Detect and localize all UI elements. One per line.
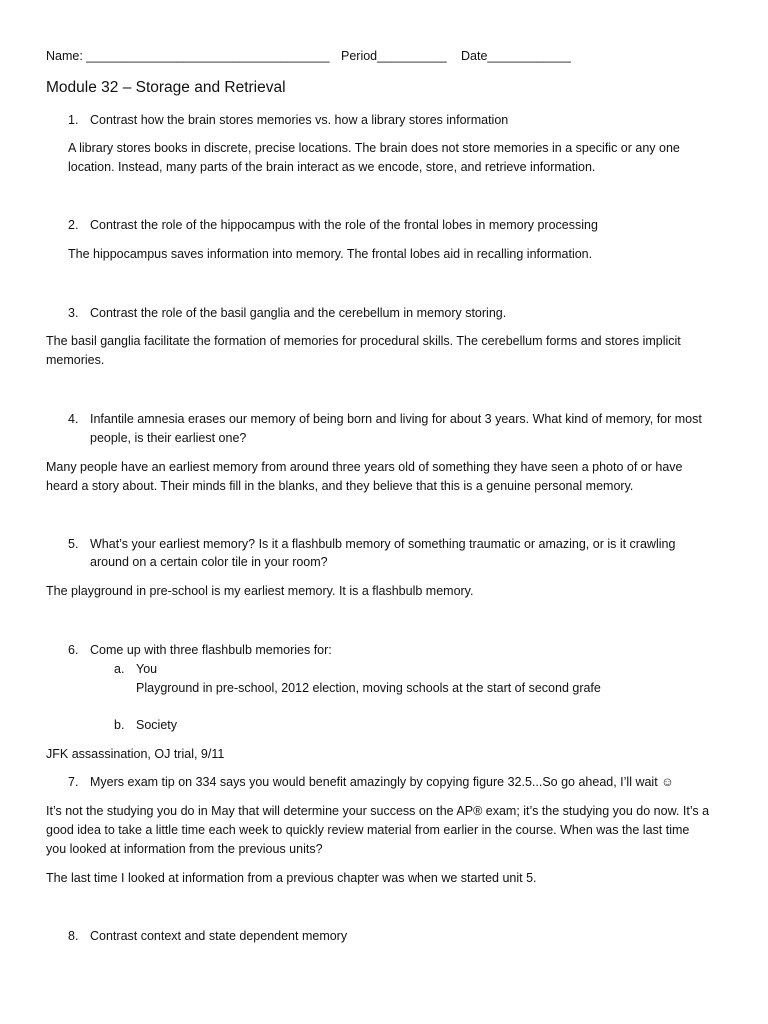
period-field-label: Period__________ <box>341 49 447 63</box>
question-7-text: Myers exam tip on 334 says you would benefit amazingly by copying figure 32.5...So go ahead, I’ll wait ☺ <box>90 775 674 789</box>
answer-4-line-1: Many people have an earliest memory from around three years old of something they have seen a photo of or have <box>46 460 683 474</box>
answer-6b: JFK assassination, OJ trial, 9/11 <box>46 747 225 761</box>
answer-2: The hippocampus saves information into memory. The frontal lobes aid in recalling information. <box>68 247 593 261</box>
question-2-number: 2. <box>68 218 79 232</box>
answer-7: The last time I looked at information from a previous chapter was when we started unit 5. <box>46 871 537 885</box>
date-field-label: Date____________ <box>461 49 571 63</box>
answer-5: The playground in pre-school is my earliest memory. It is a flashbulb memory. <box>46 584 474 598</box>
question-5-text-line-2: around on a certain color tile in your room? <box>90 555 328 569</box>
name-field-label: Name: ___________________________________ <box>46 49 330 63</box>
question-1 <box>68 111 508 129</box>
answer-4-line-2: heard a story about. Their minds fill in the blanks, and they believe that this is a genuine personal memory. <box>46 479 634 493</box>
question-1-text: Contrast how the brain stores memories vs. how a library stores information <box>90 113 509 127</box>
question-1-number: 1. <box>68 113 79 127</box>
question-8-number: 8. <box>68 929 79 943</box>
answer-3-line-1: The basil ganglia facilitate the formation of memories for procedural skills. The cerebellum forms and stores implicit <box>46 334 681 348</box>
question-4-number: 4. <box>68 412 79 426</box>
question-6a-label: a. <box>114 662 125 676</box>
question-8-text: Contrast context and state dependent memory <box>90 929 348 943</box>
question-5 <box>68 535 675 553</box>
question-6b <box>114 716 177 734</box>
answer-1-line-2: location. Instead, many parts of the brain interact as we encode, store, and retrieve information. <box>68 160 596 174</box>
exam-tip-line-3: you looked at information from the previous units? <box>46 842 323 856</box>
question-4 <box>68 410 702 428</box>
exam-tip-line-2: good idea to take a little time each week to quickly review material from earlier in the course. When was the last time <box>46 823 690 837</box>
answer-3-line-2: memories. <box>46 353 105 367</box>
question-6 <box>68 641 332 659</box>
question-2 <box>68 216 598 234</box>
answer-1-line-1: A library stores books in discrete, precise locations. The brain does not store memories in a specific or any one <box>68 141 680 155</box>
question-6b-label: b. <box>114 718 125 732</box>
question-7-number: 7. <box>68 775 79 789</box>
question-6-number: 6. <box>68 643 79 657</box>
exam-tip-line-1: It’s not the studying you do in May that will determine your success on the AP® exam; it’s the studying you do now. It’s a <box>46 804 710 818</box>
question-8 <box>68 927 347 945</box>
question-2-text: Contrast the role of the hippocampus with the role of the frontal lobes in memory processing <box>90 218 598 232</box>
question-3-text: Contrast the role of the basil ganglia and the cerebellum in memory storing. <box>90 306 507 320</box>
question-5-number: 5. <box>68 537 79 551</box>
question-3-number: 3. <box>68 306 79 320</box>
question-5-text-line-1: What’s your earliest memory? Is it a flashbulb memory of something traumatic or amazing, or is it crawling <box>90 537 676 551</box>
question-4-text-line-1: Infantile amnesia erases our memory of being born and living for about 3 years. What kind of memory, for most <box>90 412 702 426</box>
answer-6a: Playground in pre-school, 2012 election, moving schools at the start of second grafe <box>136 681 601 695</box>
question-4-text-line-2: people, is their earliest one? <box>90 431 247 445</box>
question-6a-text: You <box>136 662 158 676</box>
question-7 <box>68 773 674 791</box>
question-6b-text: Society <box>136 718 177 732</box>
question-6-text: Come up with three flashbulb memories for: <box>90 643 332 657</box>
page-title: Module 32 – Storage and Retrieval <box>46 79 286 96</box>
question-3 <box>68 304 506 322</box>
question-6a <box>114 660 157 678</box>
